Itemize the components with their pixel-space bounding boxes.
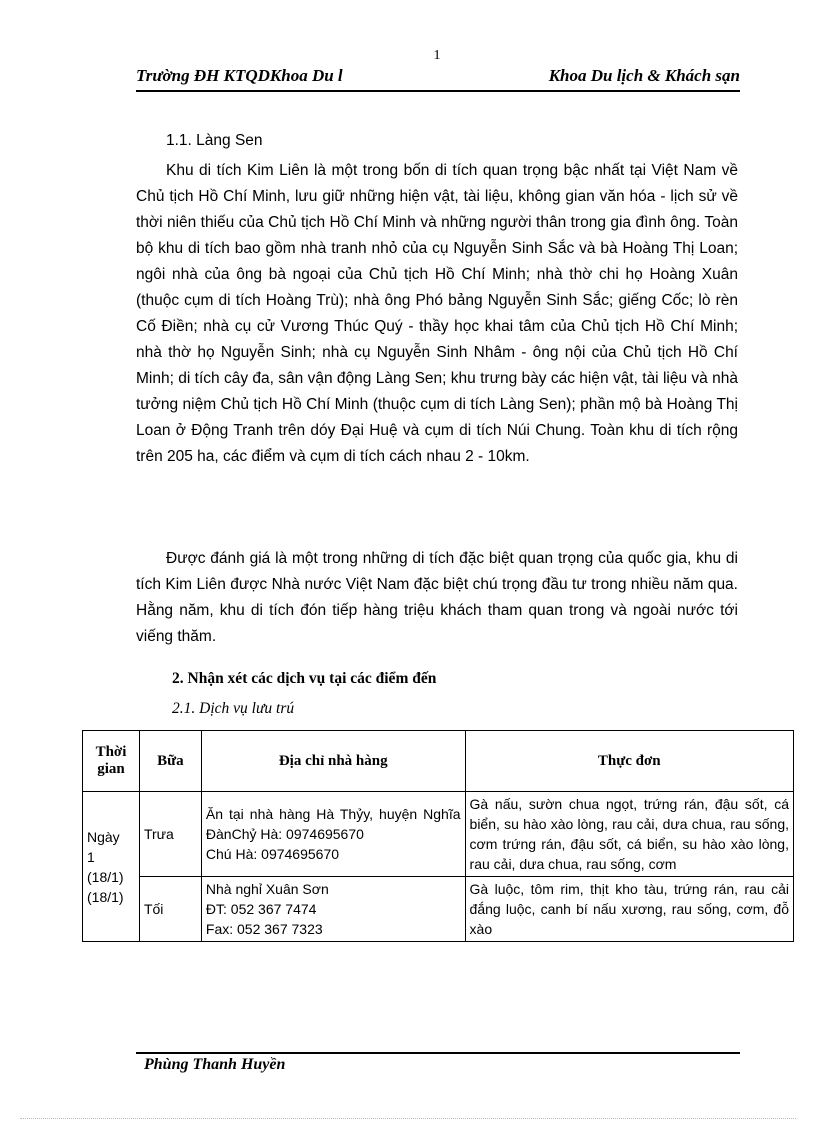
day-date: (18/1) — [87, 868, 124, 885]
table-row — [83, 877, 794, 942]
address-cell — [201, 792, 465, 877]
page-number: 1 — [433, 48, 441, 63]
footer-author: Phùng Thanh Huyền — [144, 1056, 286, 1073]
paragraph-2: Được đánh giá là một trong những di tích đặc biệt quan trọng của quốc gia, khu di tích Kim Liên được Nhà nước Việt Nam đặc biệt chú trọng đầu tư trong nhiều năm qua. Hằng năm, khu di tích đón tiếp hàng triệu khách tham quan trong và ngoài nước tới viếng thăm. — [136, 550, 738, 645]
address-line: Chú Hà: 0974695670 — [205, 846, 340, 862]
table-row — [83, 792, 794, 877]
header-left: Trường ĐH KTQDKhoa Du l — [136, 66, 343, 85]
header-cell-menu: Thực đơn — [465, 731, 793, 792]
page-header — [136, 64, 740, 90]
address-line: ĐT: 052 367 7474 — [205, 901, 317, 917]
header-cell-address: Địa chỉ nhà hàng — [201, 731, 465, 792]
page-bottom-border — [20, 1118, 796, 1119]
address-cell — [201, 877, 465, 942]
header-divider — [136, 90, 740, 92]
day-number: 1 — [87, 848, 95, 865]
services-table — [82, 730, 794, 942]
meal-cell: Trưa — [139, 792, 201, 877]
meal-cell: Tối — [139, 877, 201, 942]
header-cell-time: Thời gian — [83, 731, 140, 792]
address-line: Nhà nghỉ Xuân Sơn — [205, 881, 329, 897]
heading-2: 2. Nhận xét các dịch vụ tại các điểm đến — [172, 670, 437, 687]
header-cell-meal: Bữa — [139, 731, 201, 792]
header-right: Khoa Du lịch & Khách sạn — [548, 66, 740, 85]
address-line: Ăn tại nhà hàng Hà Thỷy, huyện Nghĩa ĐànChỷ Hà: 0974695670 — [205, 806, 461, 842]
menu-cell: Gà nấu, sườn chua ngọt, trứng rán, đậu sốt, cá biển, su hào xào lòng, rau cải, dưa chua, rau sống, cơm trứng rán, đậu sốt, cá biển, su hào xào lòng, rau cải, dưa chua, rau sống, cơm — [465, 792, 793, 877]
section-title: 1.1. Làng Sen — [166, 132, 263, 149]
table-header-row — [83, 731, 794, 792]
day-cell — [83, 792, 140, 942]
day-label: Ngày — [87, 828, 120, 845]
paragraph-1: Khu di tích Kim Liên là một trong bốn di tích quan trọng bậc nhất tại Việt Nam về Chủ tịch Hồ Chí Minh, lưu giữ những hiện vật, tài liệu, không gian văn hóa - lịch sử về thời niên thiếu của Chủ tịch Hồ Chí Minh và những người thân trong gia đình ông. Toàn bộ khu di tích bao gồm nhà tranh nhỏ của cụ Nguyễn Sinh Sắc và bà Hoàng Thị Loan; ngôi nhà của ông bà ngoại của Chủ tịch Hồ Chí Minh; nhà thờ chi họ Hoàng Xuân (thuộc cụm di tích Hoàng Trù); nhà ông Phó bảng Nguyễn Sinh Sắc; giếng Cốc; lò rèn Cố Điền; nhà cụ cử Vương Thúc Quý - thầy học khai tâm của Chủ tịch Hồ Chí Minh; nhà thờ họ Nguyễn Sinh; nhà cụ Nguyễn Sinh Nhâm - ông nội của Chủ tịch Hồ Chí Minh; di tích cây đa, sân vận động Làng Sen; khu trưng bày các hiện vật, tài liệu và nhà tưởng niệm Chủ tịch Hồ Chí Minh (thuộc cụm di tích Làng Sen); phần mộ bà Hoàng Thị Loan ở Động Tranh trên dóy Đại Huệ và cụm di tích Núi Chung. Toàn khu di tích rộng trên 205 ha, các điểm và cụm di tích cách nhau 2 - 10km. — [136, 162, 738, 465]
address-line: Fax: 052 367 7323 — [205, 921, 323, 937]
footer-divider — [136, 1052, 740, 1054]
heading-2-1: 2.1. Dịch vụ lưu trú — [172, 700, 295, 717]
menu-cell: Gà luộc, tôm rim, thịt kho tàu, trứng rán, rau cải đắng luộc, canh bí nấu xương, rau sống, cơm, đỗ xào — [465, 877, 793, 942]
day-date-repeat: (18/1) — [87, 888, 124, 905]
